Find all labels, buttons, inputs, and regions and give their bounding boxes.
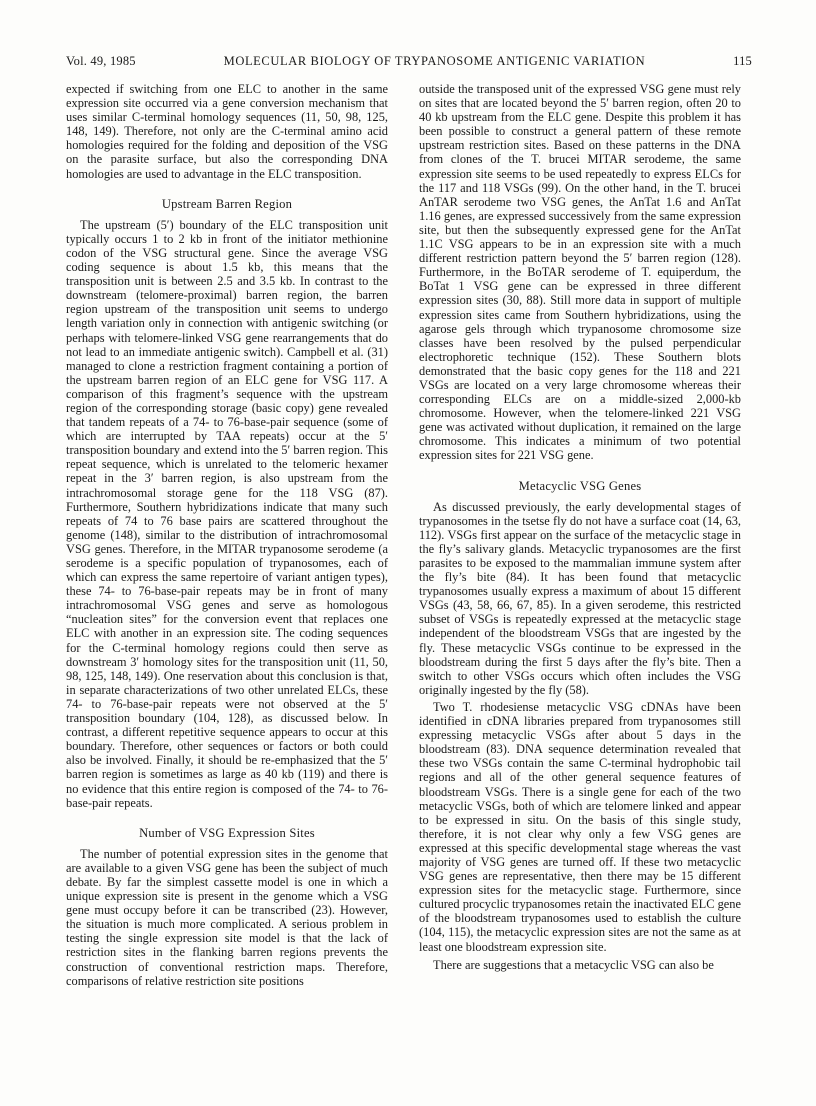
section-heading-metacyclic-vsg-genes: Metacyclic VSG Genes xyxy=(518,478,642,493)
left-column xyxy=(66,82,388,988)
right-column xyxy=(419,82,741,972)
volume-label: Vol. 49, 1985 xyxy=(66,54,136,68)
section-heading-number-of-vsg-expression-sites: Number of VSG Expression Sites xyxy=(139,825,315,840)
paragraph: Two T. rhodesiense metacyclic VSG cDNAs have been identified in cDNA libraries prepared from trypanosomes still expressing metacyclic VSGs after about 5 days in the bloodstream (83). DNA sequence determination revealed that these two VSGs contain the same C-terminal hydrophobic tail regions and all of the other general sequence features of bloodstream VSGs. There is a single gene for each of the two metacyclic VSGs, both of which are telomere linked and appear to be expressed in situ. On the basis of this single study, therefore, it is not clear why only a few VSG genes are expressed at this specific developmental stage whereas the vast majority of VSG genes are turned off. If these two metacyclic VSG genes are representative, then there may be 15 different expression sites for the metacyclic stage. Furthermore, since cultured procyclic trypanosomes retain the inactivated ELC gene of the bloodstream trypanosomes used to establish the culture (104, 115), the metacyclic expression sites are not the same as at least one bloodstream expression site. xyxy=(419,699,741,954)
journal-title: MOLECULAR BIOLOGY OF TRYPANOSOME ANTIGENIC VARIATION xyxy=(223,54,646,68)
running-header xyxy=(66,54,752,69)
paragraph: There are suggestions that a metacyclic VSG can also be xyxy=(433,957,714,972)
paragraph: The upstream (5′) boundary of the ELC transposition unit typically occurs 1 to 2 kb in front of the initiator methionine codon of the VSG structural gene. Since the average VSG coding sequence is about 1.5 kb, this means that the transposition unit is between 2.5 and 3.5 kb. In contrast to the downstream (telomere-proximal) barren region, the barren region upstream of the transposition unit seems to undergo length variation only in connection with antigenic switching (or perhaps with telomere-linked VSG gene rearrangements that do not lead to an immediate antigenic switch). Campbell et al. (31) managed to clone a restriction fragment containing a portion of the upstream barren region of an ELC gene for VSG 117. A comparison of this fragment’s sequence with the upstream region of the corresponding storage (basic copy) gene revealed that tandem repeats of a 74- to 76-base-pair sequence (some of which are interrupted by TAA repeats) occur at the 5′ transposition boundary and extend into the 5′ barren region. This repeat sequence, which is unrelated to the telomeric hexamer repeat in the 3′ barren region, is also upstream from the intrachromosomal storage gene for the 118 VSG (87). Furthermore, Southern hybridizations indicate that many such repeats of 74 to 76 base pairs are scattered throughout the genome (148), similar to the distribution of intrachromosomal VSG genes. Therefore, in the MITAR trypanosome serodeme (a serodeme is a specific population of trypanosomes, each of which can express the same repertoire of variant antigen types), these 74- to 76-base-pair repeats may be in front of many intrachromosomal VSG genes and serve as homologous “nucleation sites” for the conversion event that replaces one ELC with another in an expression site. The coding sequences for the C-terminal homology regions could then serve as downstream 3′ homology sites for the transposition unit (11, 50, 98, 125, 148, 149). One reservation about this conclusion is that, in separate characterizations of two other unrelated ELCs, these 74- to 76-base-pair repeats were not observed at the 5′ transposition boundary (104, 128), as discussed below. In contrast, a different repetitive sequence appears to occur at this boundary. Therefore, other sequences or factors or both could also be involved. Finally, it should be re-emphasized that the 5′ barren region is sometimes as large as 40 kb (119) and there is no evidence that this entire region is composed of the 74- to 76-base-pair repeats. xyxy=(66,217,388,810)
page-number: 115 xyxy=(733,54,752,68)
paragraph: As discussed previously, the early developmental stages of trypanosomes in the tsetse fly do not have a surface coat (14, 63, 112). VSGs first appear on the surface of the metacyclic stage in the fly’s salivary glands. Metacyclic trypanosomes are the first parasites to be exposed to the mammalian immune system after the fly’s bite (84). It has been found that metacyclic trypanosomes usually express a maximum of about 15 different VSGs (43, 58, 66, 67, 85). In a given serodeme, this restricted subset of VSGs is repeatedly expressed at the metacyclic stage independent of the bloodstream VSGs that are ingested by the fly. These metacyclic VSGs continue to be expressed in the bloodstream during the first 5 days after the fly’s bite. Then a switch to other VSGs occurs which often includes the VSG originally ingested by the fly (58). xyxy=(419,499,741,697)
paragraph-continued: expected if switching from one ELC to another in the same expression site occurred via a gene conversion mechanism that uses similar C-terminal homology sequences (11, 50, 98, 125, 148, 149). Therefore, not only are the C-terminal amino acid homologies required for the folding and deposition of the VSG on the parasite surface, but also the corresponding DNA homologies are used to advantage in the ELC transposition. xyxy=(66,82,388,181)
paragraph: The number of potential expression sites in the genome that are available to a given VSG gene has been the subject of much debate. By far the simplest cassette model is one in which a unique expression site is present in the genome which a VSG gene must occupy before it can be transcribed (23). However, the situation is much more complicated. A serious problem in testing the single expression site model is that the lack of restriction sites in the flanking barren regions prevents the construction of conventional restriction maps. Therefore, comparisons of relative restriction site positions xyxy=(66,846,388,988)
paragraph-continued: outside the transposed unit of the expressed VSG gene must rely on sites that are located beyond the 5′ barren region, often 20 to 40 kb upstream from the ELC gene. Despite this problem it has been possible to construct a general pattern of these remote upstream restriction sites. Based on these patterns in the DNA from clones of the T. brucei MITAR serodeme, the same expression site seems to be used repeatedly to express ELCs for the 117 and 118 VSGs (99). On the other hand, in the T. brucei AnTAR serodeme two VSG genes, the AnTat 1.6 and AnTat 1.16 genes, are expressed successively from the same expression site, but then the subsequently expressed gene for the AnTat 1.1C VSG appears to be in an expression site with a much different restriction pattern beyond the 5′ barren region (128). Furthermore, in the BoTAR serodeme of T. equiperdum, the BoTat 1 VSG gene can be expressed in three different expression sites (30, 88). Still more data in support of multiple expression sites came from Southern hybridizations, using the agarose gels through which trypanosome chromosome size classes have been resolved by the pulsed perpendicular electrophoretic technique (152). These Southern blots demonstrated that the basic copy genes for the 118 and 221 VSGs are located on a very large chromosome whereas their corresponding ELCs are on a middle-sized 2,000-kb chromosome. However, when the telomere-linked 221 VSG gene was activated without duplication, it remained on the large chromosome. This indicates a minimum of two potential expression sites for 221 VSG gene. xyxy=(419,82,741,463)
section-heading-upstream-barren-region: Upstream Barren Region xyxy=(161,196,293,211)
